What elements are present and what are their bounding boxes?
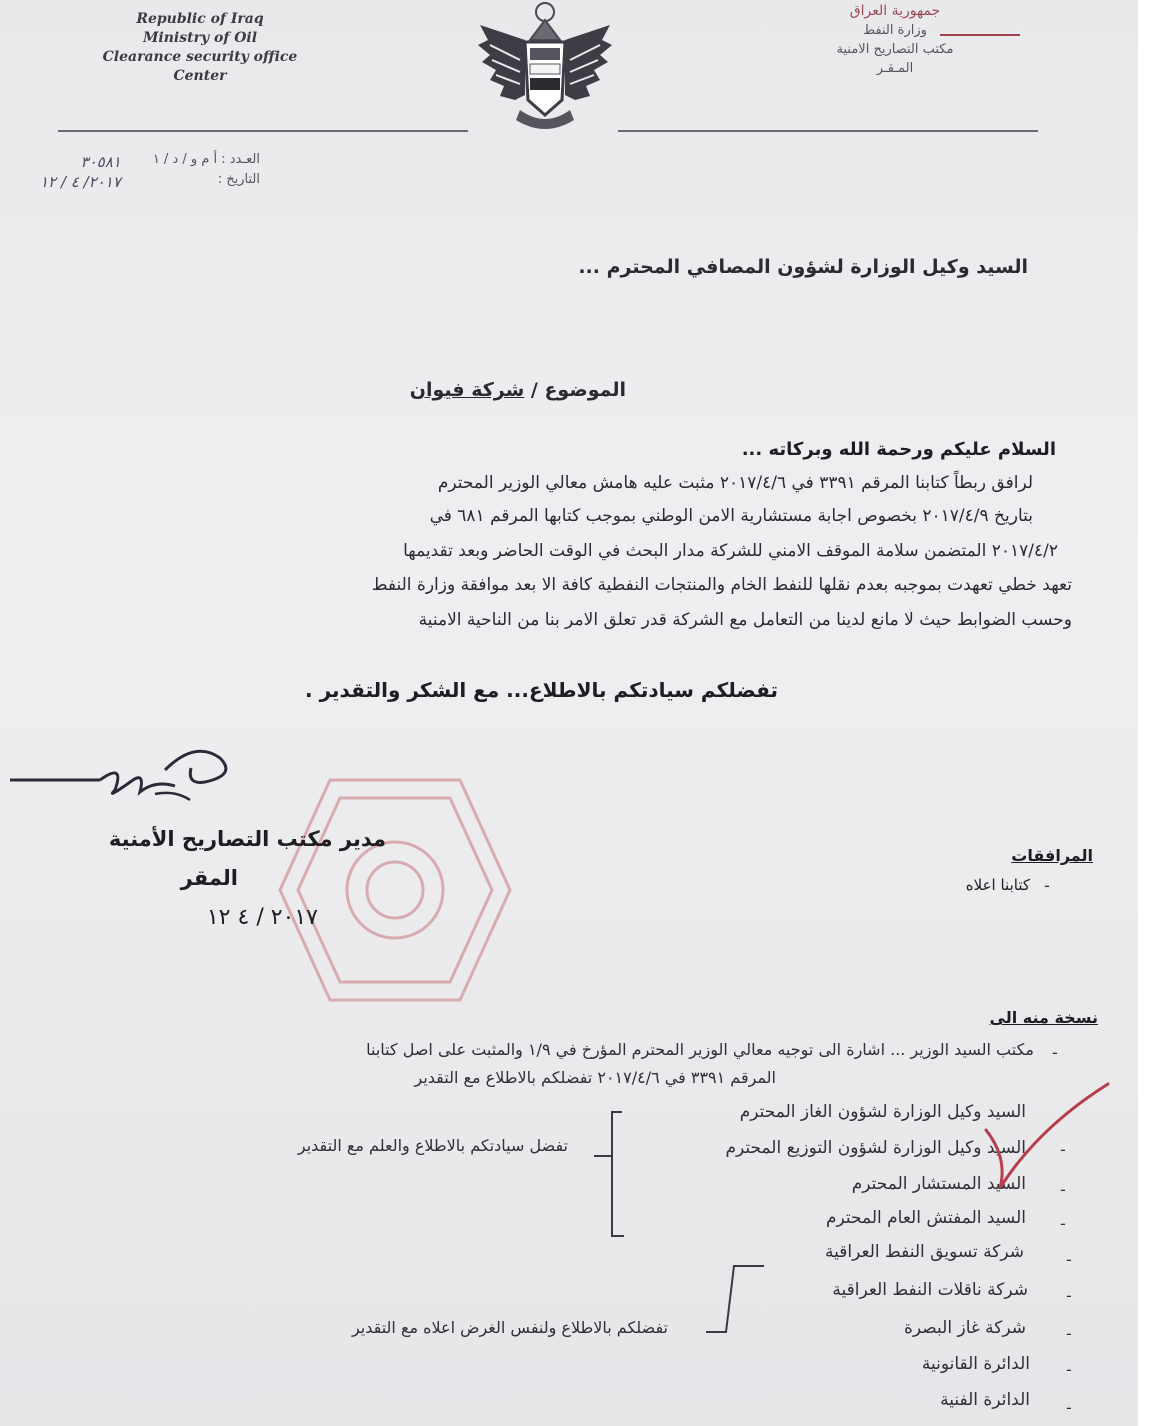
body-line: بتاريخ ٢٠١٧/٤/٩ بخصوص اجابة مستشارية الامن الوطني بموجب كتابها المرقم ٦٨١ في (429, 506, 1033, 526)
group-bracket-icon (590, 1108, 630, 1240)
reference-date-handwritten: ٢٠١٧/ ٤ / ١٢ (40, 173, 121, 191)
reference-number-label: العـدد : أ م و / د / ١ (152, 152, 260, 167)
copy-to-minister-office: مكتب السيد الوزير ... اشارة الى توجيه معالي الوزير المحترم المؤرخ في ١/٩ والمثبت على اصل كتابنا (366, 1040, 1034, 1059)
group1-note: تفضل سيادتكم بالاطلاع والعلم مع التقدير (297, 1136, 568, 1155)
copy-to-item: شركة ناقلات النفط العراقية (832, 1280, 1028, 1300)
signature-title: مدير مكتب التصاريح الأمنية (108, 827, 386, 851)
list-dash: - (1066, 1360, 1072, 1379)
list-dash: - (1044, 876, 1050, 895)
header-english-line: Republic of Iraq (136, 11, 264, 27)
list-dash: - (1052, 1043, 1058, 1062)
list-dash: - (1066, 1324, 1072, 1343)
copy-to-item: الدائرة الفنية (940, 1390, 1030, 1410)
copy-to-item: الدائرة القانونية (921, 1354, 1030, 1374)
subject (410, 379, 626, 401)
list-dash: - (1066, 1286, 1072, 1305)
reference-number-handwritten: ٣٠٥٨١ (80, 153, 121, 171)
list-dash: - (1060, 1214, 1066, 1233)
reference-labels (153, 150, 260, 190)
list-dash: - (1060, 1180, 1066, 1199)
body-line: لرافق ربطاً كتابنا المرقم ٣٣٩١ في ٢٠١٧/٤/٦ مثبت عليه هامش معالي الوزير المحترم (437, 473, 1033, 493)
attachments-heading: المرافقات (1011, 846, 1093, 865)
copy-to-item: السيد المفتش العام المحترم (825, 1208, 1026, 1228)
header-red-underline (940, 34, 1020, 36)
closing-line: تفضلكم سيادتكم بالاطلاع... مع الشكر والتقدير . (305, 678, 778, 702)
subject-value: شركة فيوان (409, 379, 525, 401)
group-bracket-icon (700, 1262, 770, 1340)
body-line: تعهد خطي تعهدت بموجبه بعدم نقلها للنفط الخام والمنتجات النفطية كافة الا بعد موافقة وزارة النفط (371, 575, 1072, 595)
list-dash: - (1066, 1250, 1072, 1269)
reference-handwritten (40, 152, 121, 192)
header-english-line: Center (173, 68, 227, 84)
list-dash: - (1060, 1140, 1066, 1159)
copy-to-heading: نسخة منه الى (989, 1008, 1098, 1027)
header-english-line: Clearance security office (102, 49, 298, 65)
header-arabic-line: مكتب التصاريح الامنية (836, 42, 954, 57)
official-stamp-icon (260, 770, 520, 1010)
addressee: السيد وكيل الوزارة لشؤون المصافي المحترم ... (578, 256, 1028, 278)
copy-to-minister-office-cont: المرقم ٣٣٩١ في ٢٠١٧/٤/٦ تفضلكم بالاطلاع مع التقدير (414, 1068, 776, 1087)
list-dash: - (1066, 1398, 1072, 1417)
copy-to-item: شركة تسويق النفط العراقية (825, 1242, 1024, 1262)
handwritten-signature-icon (5, 740, 255, 815)
greeting: السلام عليكم ورحمة الله وبركاته ... (741, 439, 1056, 460)
copy-to-item: شركة غاز البصرة (904, 1318, 1026, 1338)
copy-to-item: السيد المستشار المحترم (851, 1174, 1026, 1194)
header-english (60, 10, 340, 86)
copy-to-item: السيد وكيل الوزارة لشؤون الغاز المحترم (739, 1102, 1026, 1122)
signature-place: المقر (180, 866, 238, 890)
red-check-mark-icon (968, 1078, 1118, 1198)
body-line: وحسب الضوابط حيث لا مانع لدينا من التعامل مع الشركة قدر تعلق الامر بنا من الناحية الامنية (418, 610, 1072, 630)
attachment-item: كتابنا اعلاه (965, 876, 1030, 894)
header-arabic (780, 2, 1010, 78)
header-english-line: Ministry of Oil (142, 30, 258, 46)
header-rule-right (618, 130, 1038, 132)
copy-to-item: السيد وكيل الوزارة لشؤون التوزيع المحترم (725, 1138, 1026, 1158)
body-line: ٢٠١٧/٤/٢ المتضمن سلامة الموقف الامني للشركة مدار البحث في الوقت الحاضر وبعد تقديمها (403, 541, 1058, 561)
subject-label: الموضوع / (530, 379, 626, 401)
reference-date-label: التاريخ : (217, 172, 260, 187)
header-rule-left (58, 130, 468, 132)
signature-date: ٢٠١٧ / ٤ ١٢ (206, 905, 318, 930)
header-arabic-line: المـقـر (876, 61, 914, 76)
header-arabic-line: جمهورية العراق (849, 3, 941, 19)
iraq-eagle-emblem-icon (470, 0, 620, 140)
group2-note: تفضلكم بالاطلاع ولنفس الغرض اعلاه مع التقدير (351, 1318, 668, 1337)
header-arabic-line: وزارة النفط (863, 23, 927, 38)
